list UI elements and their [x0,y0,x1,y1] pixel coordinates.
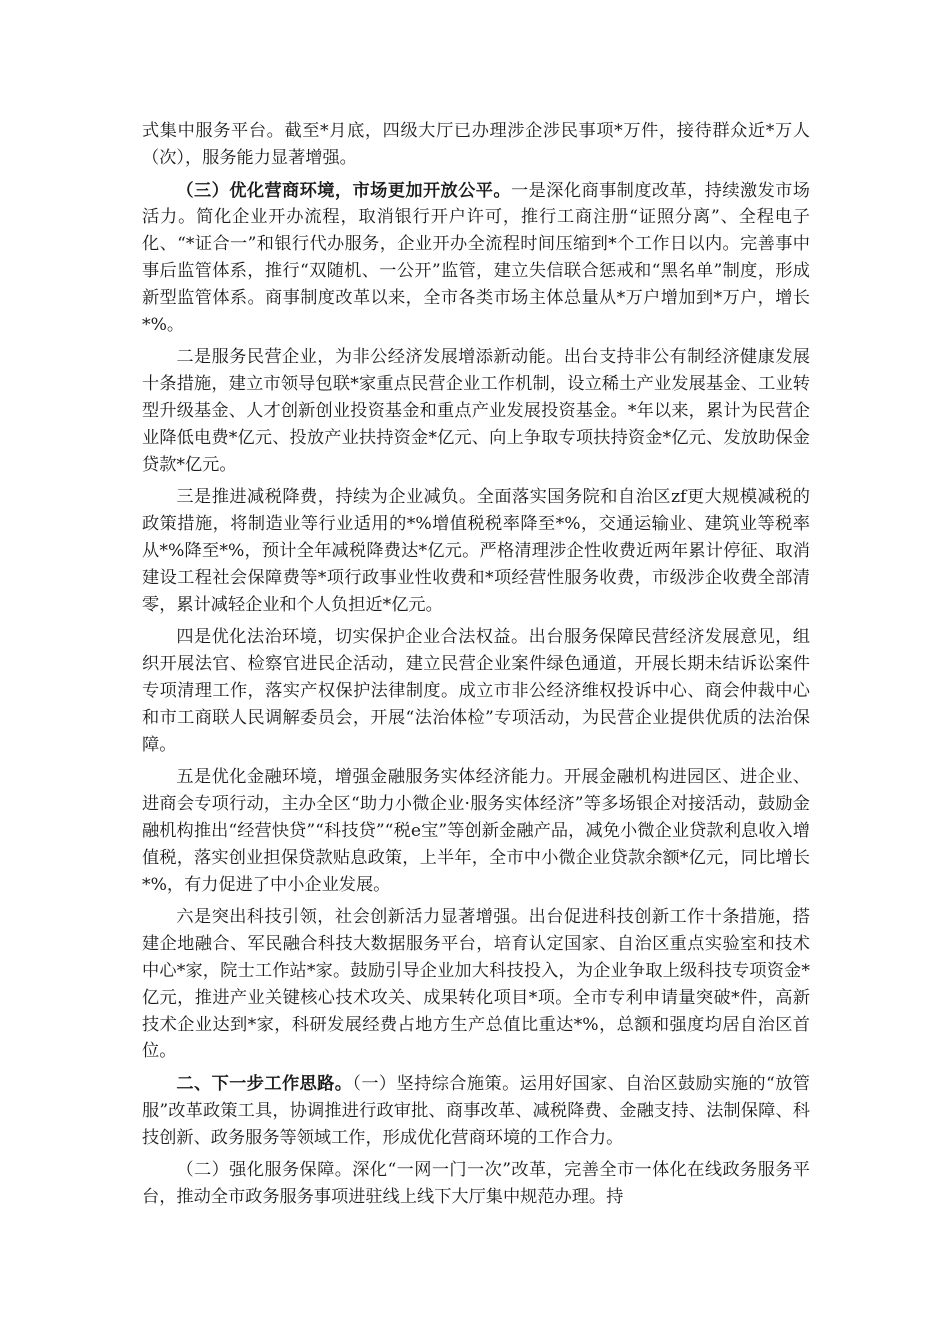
paragraph-7 [142,904,810,1065]
paragraph-5 [142,624,810,758]
paragraph-2 [142,178,810,339]
paragraph-3 [142,344,810,478]
paragraph-text: （二）强化服务保障。深化“一网一门一次”改革，完善全市一体化在线政务服务平台，推动全市政务服务事项进驻线上线下大厅集中规范办理。持 [142,1160,810,1208]
section-heading: 二、下一步工作思路。 [176,1074,353,1095]
paragraph-9 [142,1157,810,1211]
paragraph-6 [142,764,810,898]
paragraph-1 [142,118,810,172]
paragraph-text: 四是优化法治环境，切实保护企业合法权益。出台服务保障民营经济发展意见，组织开展法官、检察官进民企活动，建立民营企业案件绿色通道，开展长期未结诉讼案件专项清理工作，落实产权保护法律制度。成立市非公经济维权投诉中心、商会仲裁中心和市工商联人民调解委员会，开展“法治体检”专项活动，为民营企业提供优质的法治保障。 [142,627,810,755]
paragraph-text: （一）坚持综合施策。运用好国家、自治区鼓励实施的“放管服”改革政策工具，协调推进行政审批、商事改革、减税降费、金融支持、法制保障、科技创新、政务服务等领域工作，形成优化营商环境的工作合力。 [142,1074,810,1148]
document-page [142,118,810,1217]
paragraph-text: 二是服务民营企业，为非公经济发展增添新动能。出台支持非公有制经济健康发展十条措施，建立市领导包联*家重点民营企业工作机制，设立稀土产业发展基金、工业转型升级基金、人才创新创业投资基金和重点产业发展投资基金。*年以来，累计为民营企业降低电费*亿元、投放产业扶持资金*亿元、向上争取专项扶持资金*亿元、发放助保金贷款*亿元。 [142,347,810,475]
paragraph-text: 三是推进减税降费，持续为企业减负。全面落实国务院和自治区zf更大规模减税的政策措施，将制造业等行业适用的*%增值税税率降至*%，交通运输业、建筑业等税率从*%降至*%，预计全年减税降费达*亿元。严格清理涉企性收费近两年累计停征、取消建设工程社会保障费等*项行政事业性收费和*项经营性服务收费，市级涉企收费全部清零，累计减轻企业和个人负担近*亿元。 [142,487,810,615]
paragraph-text: 五是优化金融环境，增强金融服务实体经济能力。开展金融机构进园区、进企业、进商会专项行动，主办全区“助力小微企业·服务实体经济”等多场银企对接活动，鼓励金融机构推出“经营快贷”“科技贷”“税e宝”等创新金融产品，减免小微企业贷款利息收入增值税，落实创业担保贷款贴息政策，上半年，全市中小微企业贷款余额*亿元，同比增长*%，有力促进了中小企业发展。 [142,767,810,895]
paragraph-text: 式集中服务平台。截至*月底，四级大厅已办理涉企涉民事项*万件，接待群众近*万人（次），服务能力显著增强。 [142,121,810,168]
paragraph-8 [142,1071,810,1151]
section-heading: （三）优化营商环境，市场更加开放公平。 [176,180,512,201]
paragraph-4 [142,484,810,618]
paragraph-text: 一是深化商事制度改革，持续激发市场活力。简化企业开办流程，取消银行开户许可，推行工商注册“证照分离”、全程电子化、“*证合一”和银行代办服务，企业开办全流程时间压缩到*个工作日以内。完善事中事后监管体系，推行“双随机、一公开”监管，建立失信联合惩戒和“黑名单”制度，形成新型监管体系。商事制度改革以来，全市各类市场主体总量从*万户增加到*万户，增长*%。 [142,180,810,335]
paragraph-text: 六是突出科技引领，社会创新活力显著增强。出台促进科技创新工作十条措施，搭建企地融合、军民融合科技大数据服务平台，培育认定国家、自治区重点实验室和技术中心*家，院士工作站*家。鼓励引导企业加大科技投入，为企业争取上级科技专项资金*亿元，推进产业关键核心技术攻关、成果转化项目*项。全市专利申请量突破*件，高新技术企业达到*家，科研发展经费占地方生产总值比重达*%，总额和强度均居自治区首位。 [142,907,810,1062]
